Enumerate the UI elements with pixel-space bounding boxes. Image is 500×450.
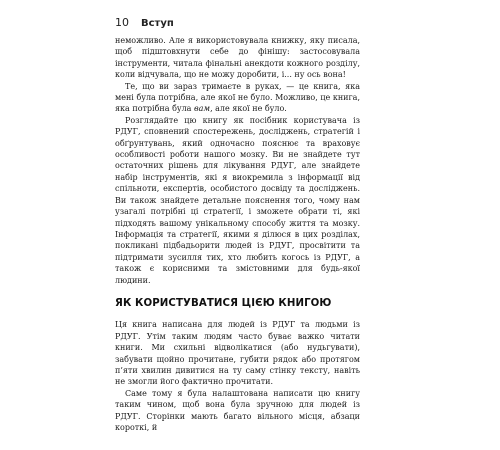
page-header	[115, 16, 174, 29]
page-number: 10	[115, 16, 129, 29]
paragraph-2-post: , але якої не було.	[210, 104, 287, 114]
page-body	[115, 35, 360, 433]
paragraph-3: Розглядайте цю книгу як посібник користувача із РДУГ, сповнений спостережень, досліджень, стратегій і обґрунтувань, який одночасно пояснює та враховує особливості роботи нашого мозку. Ви не знайдете тут остаточних рішень для лікування РДУГ, але знайдете набір інструментів, які я виокремила з інформації від спільноти, експертів, особистого досвіду та досліджень. Ви також знайдете детальне пояснення того, чому нам узагалі потрібні ці стратегії, і зможете обрати ті, які підходять вашому унікальному способу життя та мозку. Інформація та стратегії, якими я ділюся в цих розділах, покликані підбадьорити людей із РДУГ, просвітити та підтримати зусилля тих, хто любить когось із РДУГ, а також є корисними та змістовними для будь-якої людини.	[115, 115, 360, 285]
section-heading: ЯК КОРИСТУВАТИСЯ ЦІЄЮ КНИГОЮ	[115, 297, 332, 309]
paragraph-4: Ця книга написана для людей із РДУГ та людьми із РДУГ. Утім таким людям часто буває важко читати книги. Ми схильні відволікатися (або нудьгувати), забувати щойно прочитане, губити рядок або протягом п’яти хвилин дивитися на ту саму стінку тексту, навіть не змогли його фактично прочитати.	[115, 320, 360, 387]
paragraph-2-emphasis: вам	[194, 104, 211, 114]
paragraph-2	[115, 81, 360, 115]
paragraph-2-pre: Те, що ви зараз тримаєте в руках, — це книга, яка мені була потрібна, але якої не було. Можливо, це книга, яка потрібна була	[115, 81, 360, 114]
paragraph-5: Саме тому я була налаштована написати цю книгу таким чином, щоб вона була зручною для людей із РДУГ. Сторінки мають багато вільного місця, абзаци короткі, й	[115, 388, 360, 432]
paragraph-1: неможливо. Але я використовувала книжку, яку писала, щоб підштовхнути себе до фінішу: застосовувала інструменти, читала фінальні анекдоти кожного розділу, коли відчувала, що не можу доробити, і... ну ось вона!	[115, 36, 360, 80]
running-head: Вступ	[141, 18, 174, 29]
